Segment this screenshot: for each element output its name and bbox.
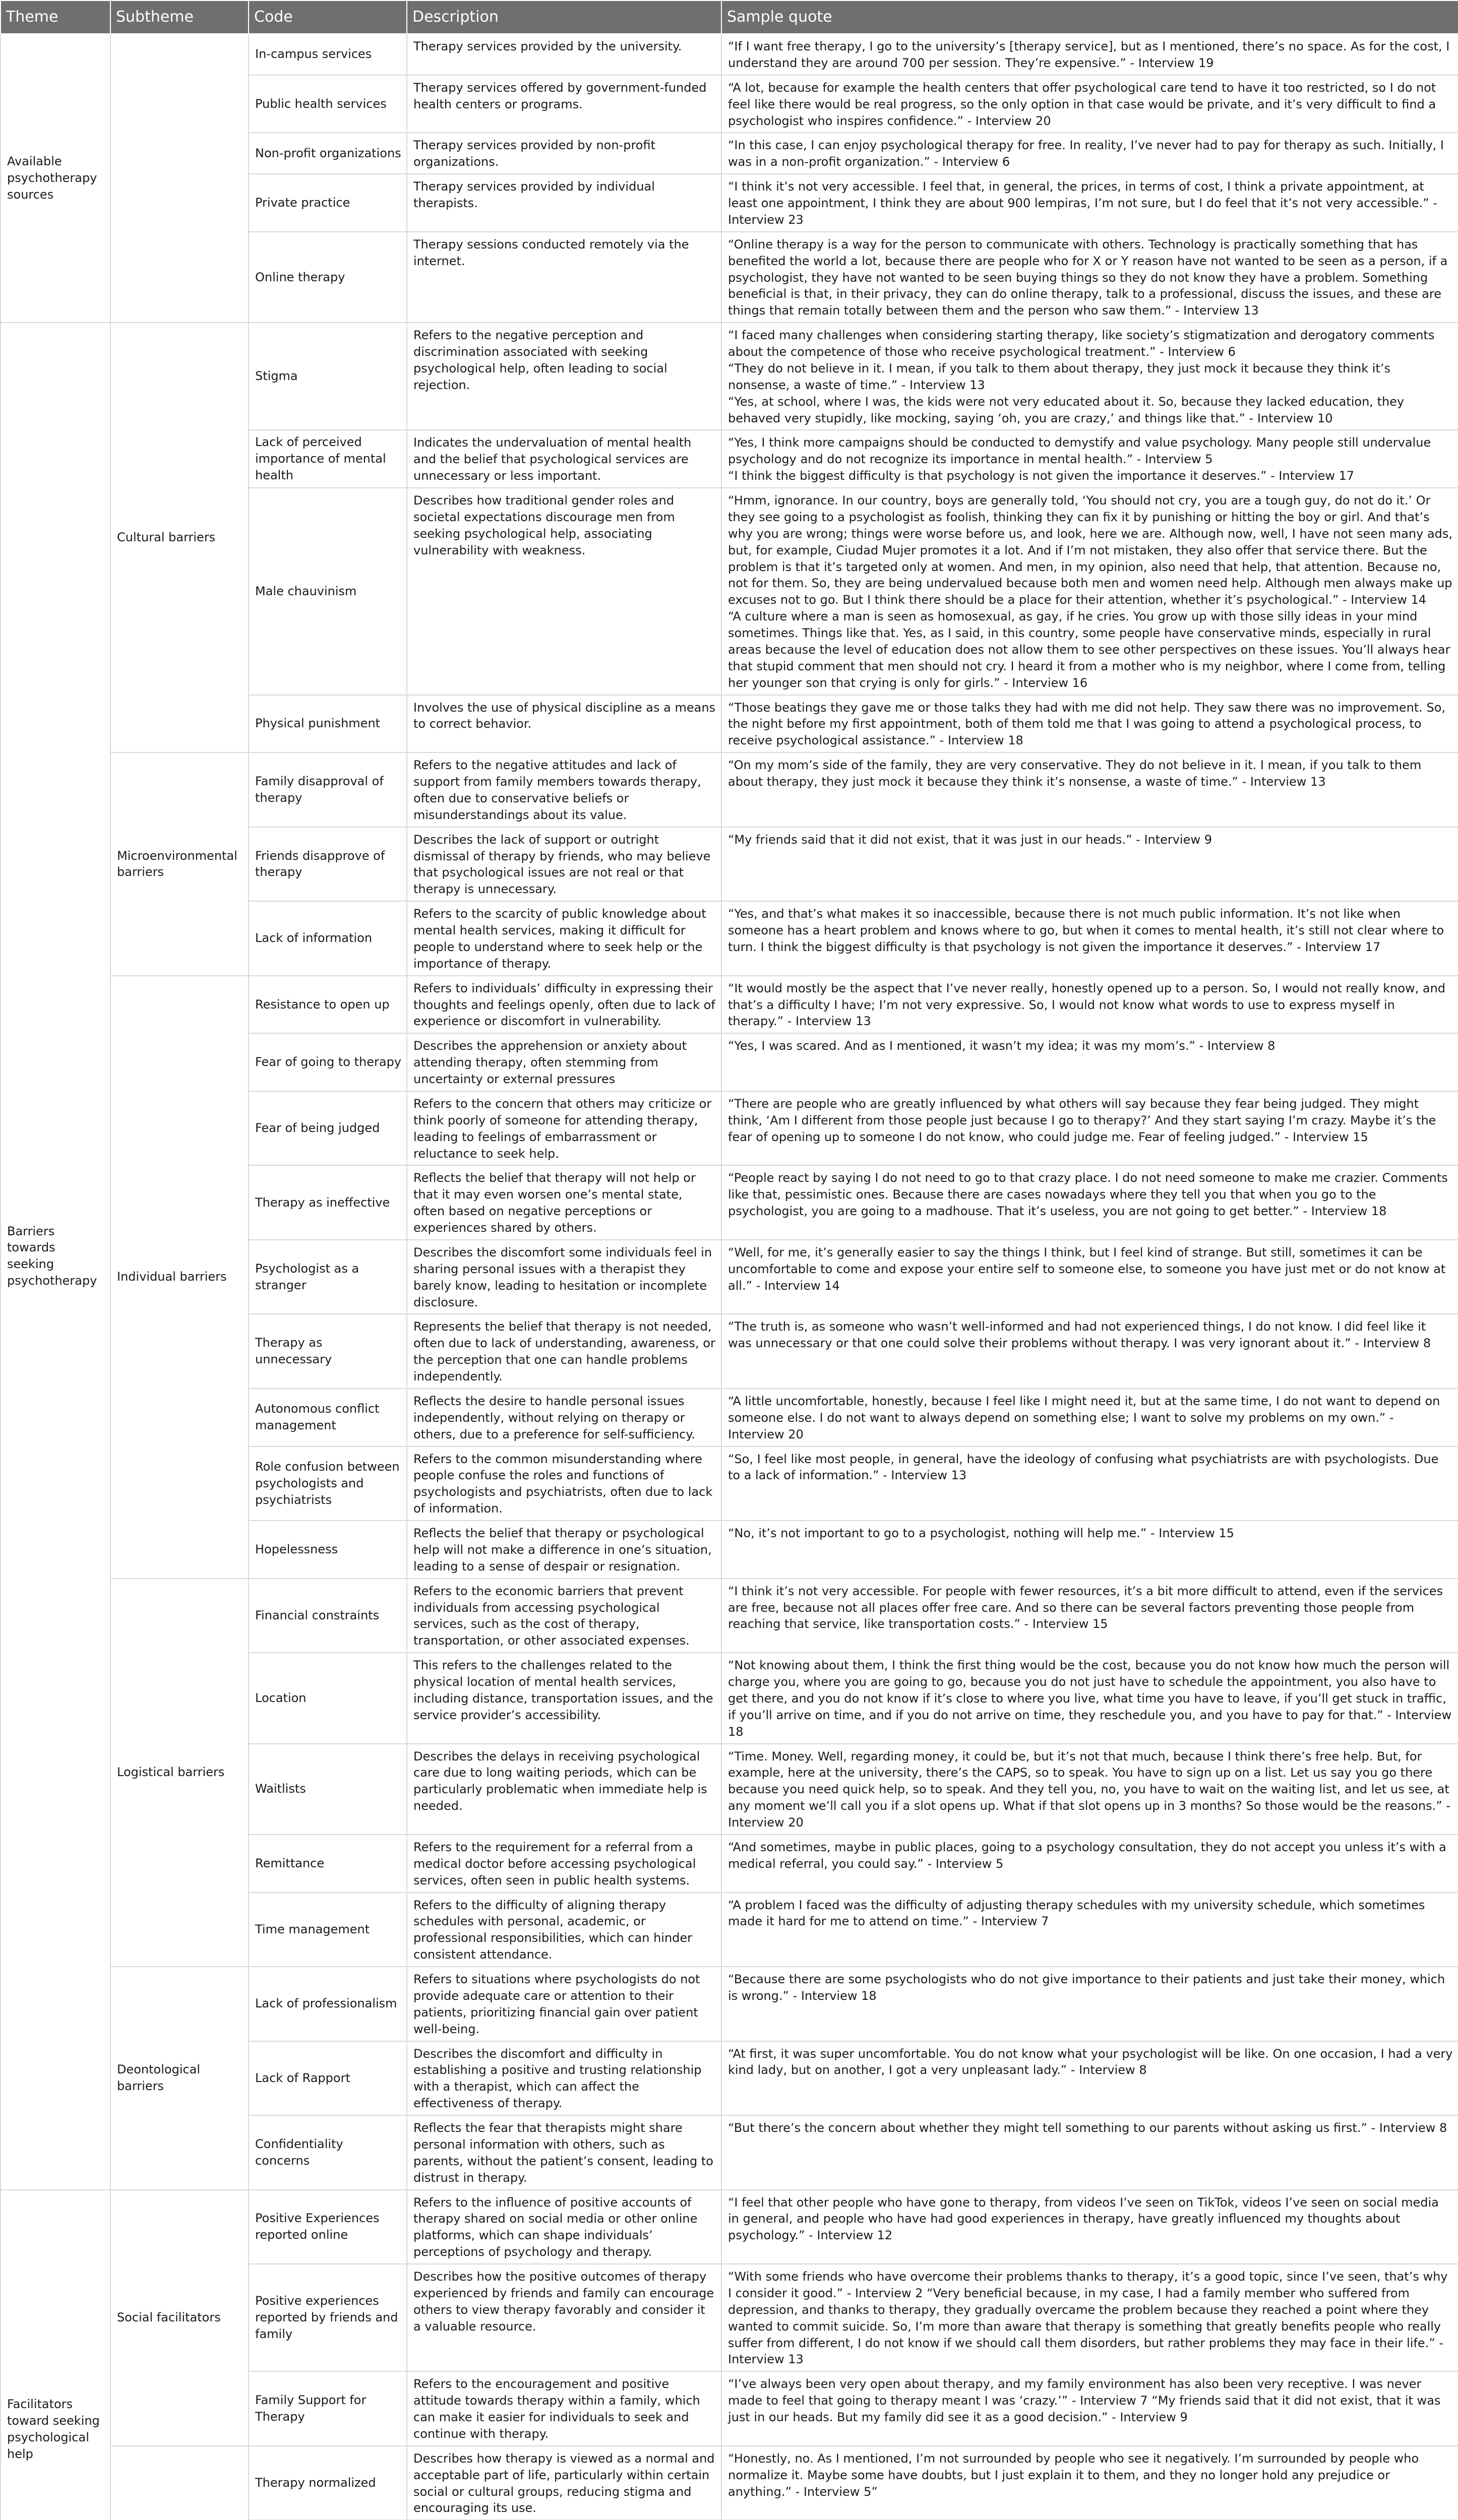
sample-quote-cell: [721, 1446, 1458, 1521]
sample-quote-cell: [721, 976, 1458, 1034]
description-cell: Describes the apprehension or anxiety about attending therapy, often stemming from uncertainty or external pressures: [407, 1033, 721, 1091]
table-row: [1, 323, 1458, 430]
sample-quote-cell: [721, 1389, 1458, 1446]
code-cell: Fear of going to therapy: [249, 1033, 407, 1091]
description-cell: Involves the use of physical discipline as a means to correct behavior.: [407, 695, 721, 753]
description-cell: Refers to the influence of positive accounts of therapy shared on social media or other online platforms, which can shape individuals’ perceptions of psychology and therapy.: [407, 2190, 721, 2264]
code-cell: Male chauvinism: [249, 488, 407, 695]
description-cell: Refers to the negative perception and discrimination associated with seeking psychological help, often leading to social rejection.: [407, 323, 721, 430]
quote-text: “On my mom’s side of the family, they are very conservative. They do not believe in it. I mean, if you talk to them about therapy, they just mock it because they think it’s nonsense, a waste of time.” - Interview 13: [728, 758, 1422, 789]
description-cell: Refers to the encouragement and positive attitude towards therapy within a family, which can make it easier for individuals to seek and continue with therapy.: [407, 2371, 721, 2446]
description-cell: Indicates the undervaluation of mental health and the belief that psychological services are unnecessary or less important.: [407, 430, 721, 488]
code-cell: Positive experiences reported by friends and family: [249, 2264, 407, 2371]
quote-text: “If I want free therapy, I go to the university’s [therapy service], but as I mentioned, there’s no space. As for the cost, I understand they are around 700 per session. They’re expensive.” - Interview 19: [728, 39, 1450, 70]
code-cell: Hopelessness: [249, 1521, 407, 1579]
header-code: Code: [249, 1, 407, 34]
sample-quote-cell: [721, 901, 1458, 976]
code-cell: Confidentiality concerns: [249, 2115, 407, 2190]
table-body: [1, 34, 1458, 2520]
quote-text: “So, I feel like most people, in general, have the ideology of confusing what psychiatrists are with psychologists. Due to a lack of information.” - Interview 13: [728, 1452, 1439, 1483]
description-cell: Reflects the belief that therapy will not help or that it may even worsen one’s mental state, often based on negative perceptions or experiences shared by others.: [407, 1165, 721, 1240]
sample-quote-cell: [721, 232, 1458, 323]
code-cell: Autonomous conflict management: [249, 1389, 407, 1446]
quote-text: “I think it’s not very accessible. For people with fewer resources, it’s a bit more difficult to attend, even if the services are free, because not all places offer free care. And so there can be several factors preventing those people from reaching that service, like transportation costs.” - Interview 15: [728, 1584, 1443, 1631]
table-row: [1, 34, 1458, 75]
description-cell: Refers to the requirement for a referral from a medical doctor before accessing psychological services, often seen in public health systems.: [407, 1835, 721, 1893]
sample-quote-cell: [721, 1165, 1458, 1240]
subtheme-cell: Logistical barriers: [110, 1579, 249, 1967]
description-cell: Therapy services provided by non-profit organizations.: [407, 133, 721, 174]
code-cell: Resistance to open up: [249, 976, 407, 1034]
quote-text: “A little uncomfortable, honestly, because I feel like I might need it, but at the same time, I do not want to depend on someone else. I do not want to always depend on something else; I want to solve my problems on my own.” - Interview 20: [728, 1394, 1440, 1441]
sample-quote-cell: [721, 174, 1458, 232]
sample-quote-cell: [721, 1579, 1458, 1653]
code-cell: Lack of professionalism: [249, 1967, 407, 2041]
code-cell: Therapy as ineffective: [249, 1165, 407, 1240]
description-cell: Describes the lack of support or outright dismissal of therapy by friends, who may believe that psychological issues are not real or that therapy is unnecessary.: [407, 827, 721, 902]
description-cell: This refers to the challenges related to the physical location of mental health services, including distance, transportation issues, and the service provider’s accessibility.: [407, 1653, 721, 1743]
sample-quote-cell: [721, 695, 1458, 753]
quote-text: “I feel that other people who have gone to therapy, from videos I’ve seen on TikTok, videos I’ve seen on social media in general, and people who have had good experiences in therapy, have greatly influenced my thoughts about psychology.” - Interview 12: [728, 2195, 1439, 2243]
quote-text: “My friends said that it did not exist, that it was just in our heads.” - Interview 9: [728, 832, 1212, 847]
quote-text: “A culture where a man is seen as homosexual, as gay, if he cries. You grow up with those silly ideas in your mind sometimes. Things like that. Yes, as I said, in this country, some people have conservative minds, especially in rural areas because the level of education does not allow them to see other perspectives on these issues. You’ll always hear that stupid comment that men should not cry. I heard it from a mother who is my neighbor, where I come from, telling her younger son that crying is only for girls.” - Interview 16: [728, 609, 1450, 690]
code-cell: Positive Experiences reported online: [249, 2190, 407, 2264]
code-cell: Lack of information: [249, 901, 407, 976]
quote-text: “A lot, because for example the health centers that offer psychological care tend to have it too restricted, so I do not feel like there would be real progress, so the only option in that case would be private, and it’s very difficult to find a psychologist who inspires confidence.” - Interview 20: [728, 80, 1436, 128]
sample-quote-cell: [721, 2446, 1458, 2520]
table-row: [1, 752, 1458, 827]
sample-quote-cell: [721, 488, 1458, 695]
quote-text: “They do not believe in it. I mean, if you talk to them about therapy, they just mock it because they think it’s nonsense, a waste of time.” - Interview 13: [728, 361, 1390, 392]
table-row: [1, 976, 1458, 1034]
quote-text: “In this case, I can enjoy psychological therapy for free. In reality, I’ve never had to pay for therapy as such. Initially, I was in a non-profit organization.” - Interview 6: [728, 138, 1444, 169]
sample-quote-cell: [721, 1033, 1458, 1091]
code-cell: Lack of Rapport: [249, 2041, 407, 2116]
quote-text: “At first, it was super uncomfortable. You do not know what your psychologist will be like. On one occasion, I had a very kind lady, but on another, I got a very unpleasant lady.” - Interview 8: [728, 2046, 1453, 2077]
quote-text: “There are people who are greatly influenced by what others will say because they fear being judged. They might think, ‘Am I different from those people just because I go to therapy?’ And they start saying I’m crazy. Maybe it’s the fear of opening up to someone I do not know, who could judge me. Fear of feeling judged.” - Interview 15: [728, 1096, 1436, 1144]
quote-text: “Not knowing about them, I think the first thing would be the cost, because you do not know how much the person will charge you, where you are going to go, because you do not just have to schedule the appointment, you also have to get there, and you do not know if it’s close to where you live, what time you have to leave, if you’ll get stuck in traffic, if you’ll arrive on time, and if you do not arrive on time, they reschedule you, and you have to pay for that.” - Interview 18: [728, 1658, 1452, 1739]
header-theme: Theme: [1, 1, 110, 34]
quote-text: “No, it’s not important to go to a psychologist, nothing will help me.” - Interview 15: [728, 1526, 1235, 1540]
table-row: [1, 1967, 1458, 2041]
sample-quote-cell: [721, 75, 1458, 133]
sample-quote-cell: [721, 1521, 1458, 1579]
sample-quote-cell: [721, 34, 1458, 75]
code-cell: Non-profit organizations: [249, 133, 407, 174]
description-cell: Refers to the scarcity of public knowledge about mental health services, making it difficult for people to understand where to seek help or the importance of therapy.: [407, 901, 721, 976]
sample-quote-cell: [721, 1653, 1458, 1743]
subtheme-cell: Microenvironmental barriers: [110, 752, 249, 976]
code-cell: Online therapy: [249, 232, 407, 323]
code-cell: Fear of being judged: [249, 1091, 407, 1166]
code-cell: Waitlists: [249, 1744, 407, 1835]
description-cell: Reflects the belief that therapy or psychological help will not make a difference in one’s situation, leading to a sense of despair or resignation.: [407, 1521, 721, 1579]
quote-text: “And sometimes, maybe in public places, going to a psychology consultation, they do not accept you unless it’s with a medical referral, you could say.” - Interview 5: [728, 1840, 1446, 1871]
quote-text: “Because there are some psychologists who do not give importance to their patients and just take their money, which is wrong.” - Interview 18: [728, 1972, 1445, 2003]
code-cell: Therapy as unnecessary: [249, 1314, 407, 1389]
code-cell: Therapy normalized: [249, 2446, 407, 2520]
sample-quote-cell: [721, 2190, 1458, 2264]
description-cell: Therapy sessions conducted remotely via the internet.: [407, 232, 721, 323]
code-cell: Psychologist as a stranger: [249, 1240, 407, 1314]
table-row: [1, 2190, 1458, 2264]
quote-text: “Well, for me, it’s generally easier to say the things I think, but I feel kind of strange. But still, sometimes it can be uncomfortable to come and expose your entire self to someone else, to someone you have just met or do not know at all.” - Interview 14: [728, 1245, 1446, 1293]
quote-text: “Time. Money. Well, regarding money, it could be, but it’s not that much, because I think there’s free help. But, for example, here at the university, there’s the CAPS, so to speak. You have to sign up on a list. Let us say you go there because you need quick help, so to speak. And they tell you, no, you have to wait on the waiting list, and let us see, at any moment we’ll call you if a slot opens up. What if that slot opens up in 3 months? So those would be the reasons.” - Interview 20: [728, 1749, 1450, 1830]
code-cell: Private practice: [249, 174, 407, 232]
sample-quote-cell: [721, 1314, 1458, 1389]
sample-quote-cell: [721, 2115, 1458, 2190]
header-description: Description: [407, 1, 721, 34]
code-cell: Financial constraints: [249, 1579, 407, 1653]
quote-text: “People react by saying I do not need to go to that crazy place. I do not need someone to make me crazier. Comments like that, pessimistic ones. Because there are cases nowadays where they tell you that when you go to the psychologist, you are going to a madhouse. That it’s useless, you are not going to get better.” - Interview 18: [728, 1171, 1448, 1219]
code-cell: Stigma: [249, 323, 407, 430]
quote-text: “I think the biggest difficulty is that psychology is not given the importance it deserves.” - Interview 17: [728, 469, 1355, 483]
description-cell: Reflects the fear that therapists might share personal information with others, such as parents, without the patient’s consent, leading to distrust in therapy.: [407, 2115, 721, 2190]
description-cell: Represents the belief that therapy is not needed, often due to lack of understanding, awareness, or the perception that one can handle problems independently.: [407, 1314, 721, 1389]
description-cell: Describes how therapy is viewed as a normal and acceptable part of life, particularly within certain social or cultural groups, reducing stigma and encouraging its use.: [407, 2446, 721, 2520]
quote-text: “But there’s the concern about whether they might tell something to our parents without asking us first.” - Interview 8: [728, 2121, 1447, 2135]
description-cell: Describes how the positive outcomes of therapy experienced by friends and family can encourage others to view therapy favorably and consider it a valuable resource.: [407, 2264, 721, 2371]
description-cell: Therapy services provided by the university.: [407, 34, 721, 75]
theme-cell: Facilitators toward seeking psychological help: [1, 2190, 110, 2520]
sample-quote-cell: [721, 1967, 1458, 2041]
subtheme-cell: Individual barriers: [110, 976, 249, 1579]
sample-quote-cell: [721, 1091, 1458, 1166]
quote-text: “Hmm, ignorance. In our country, boys are generally told, ‘You should not cry, you are a tough guy, do not do it.’ Or they see going to a psychologist as foolish, thinking they can fix it by punishing or hitting the boy or girl. And that’s why you are wrong; things were worse before us, and look, here we are. Although now, well, I have not seen many ads, but, for example, Ciudad Mujer promotes it a lot. And if I’m not mistaken, they also offer that service there. But the problem is that it’s targeted only at women. And men, in my opinion, also need that help, that attention. Because no, not for them. So, they are being undervalued because both men and women need help. Although men always make up excuses not to go. But I think there should be a place for their attention, whether it’s psychological.” - Interview 14: [728, 493, 1453, 607]
description-cell: Describes how traditional gender roles and societal expectations discourage men from seeking psychological help, associating vulnerability with weakness.: [407, 488, 721, 695]
code-cell: Friends disapprove of therapy: [249, 827, 407, 902]
quote-text: “I’ve always been very open about therapy, and my family environment has also been very receptive. I was never made to feel that going to therapy meant I was ‘crazy.’” - Interview 7 “My friends said that it did not exist, that it was just in our heads. But my family did see it as a good decision.” - Interview 9: [728, 2377, 1441, 2424]
sample-quote-cell: [721, 2264, 1458, 2371]
header-row: [1, 1, 1458, 34]
sample-quote-cell: [721, 430, 1458, 488]
quote-text: “A problem I faced was the difficulty of adjusting therapy schedules with my university schedule, which sometimes made it hard for me to attend on time.” - Interview 7: [728, 1898, 1425, 1929]
quote-text: “Honestly, no. As I mentioned, I’m not surrounded by people who see it negatively. I’m surrounded by people who normalize it. Maybe some have doubts, but I just explain it to them, and they no longer hold any prejudice or anything.” - Interview 5”: [728, 2451, 1419, 2499]
quote-text: “With some friends who have overcome their problems thanks to therapy, it’s a good topic, since I’ve seen, that’s why I consider it good.” - Interview 2 “Very beneficial because, in my case, I had a family member who suffered from depression, and thanks to therapy, they gradually overcame the problem because they reached a point where they wanted to commit suicide. So, I’m more than aware that therapy is something that greatly benefits people who really suffer from different, I do not know if we should call them disorders, but rather problems they may face in their life.” - Interview 13: [728, 2270, 1448, 2367]
quote-text: “It would mostly be the aspect that I’ve never really, honestly opened up to a person. So, I would not really know, and that’s a difficulty I have; I’m not very expressive. So, I would not know what words to use to express myself in therapy.” - Interview 13: [728, 981, 1446, 1029]
theme-cell: Available psychotherapy sources: [1, 34, 110, 323]
header-subtheme: Subtheme: [110, 1, 249, 34]
subtheme-cell: Cultural barriers: [110, 323, 249, 752]
quote-text: “I think it’s not very accessible. I feel that, in general, the prices, in terms of cost, I think a private appointment, at least one appointment, I think they are about 900 lempiras, I’m not sure, but I do feel that it’s not very accessible.” - Interview 23: [728, 179, 1438, 227]
code-cell: In-campus services: [249, 34, 407, 75]
quote-text: “I faced many challenges when considering starting therapy, like society’s stigmatization and derogatory comments about the competence of those who receive psychological treatment.” - Interview 6: [728, 328, 1435, 359]
sample-quote-cell: [721, 1893, 1458, 1967]
subtheme-cell: Social facilitators: [110, 2190, 249, 2446]
description-cell: Refers to the negative attitudes and lack of support from family members towards therapy, often due to conservative beliefs or misunderstandings about its value.: [407, 752, 721, 827]
description-cell: Refers to the concern that others may criticize or think poorly of someone for attending therapy, leading to feelings of embarrassment or reluctance to seek help.: [407, 1091, 721, 1166]
description-cell: Describes the discomfort and difficulty in establishing a positive and trusting relationship with a therapist, which can affect the effectiveness of therapy.: [407, 2041, 721, 2116]
table-row: [1, 1579, 1458, 1653]
description-cell: Refers to situations where psychologists do not provide adequate care or attention to their patients, prioritizing financial gain over patient well-being.: [407, 1967, 721, 2041]
description-cell: Describes the discomfort some individuals feel in sharing personal issues with a therapist they barely know, leading to hesitation or incomplete disclosure.: [407, 1240, 721, 1314]
description-cell: Refers to the common misunderstanding where people confuse the roles and functions of psychologists and psychiatrists, often due to lack of information.: [407, 1446, 721, 1521]
sample-quote-cell: [721, 1835, 1458, 1893]
code-cell: Family disapproval of therapy: [249, 752, 407, 827]
quote-text: “The truth is, as someone who wasn’t well-informed and had not experienced things, I do not know. I did feel like it was unnecessary or that one could solve their problems without therapy. I was very ignorant about it.” - Interview 8: [728, 1319, 1431, 1351]
subtheme-cell: [110, 34, 249, 323]
sample-quote-cell: [721, 1744, 1458, 1835]
code-cell: Physical punishment: [249, 695, 407, 753]
description-cell: Refers to individuals’ difficulty in expressing their thoughts and feelings openly, often due to lack of experience or discomfort in vulnerability.: [407, 976, 721, 1034]
sample-quote-cell: [721, 323, 1458, 430]
sample-quote-cell: [721, 752, 1458, 827]
description-cell: Therapy services provided by individual therapists.: [407, 174, 721, 232]
sample-quote-cell: [721, 133, 1458, 174]
code-cell: Time management: [249, 1893, 407, 1967]
subtheme-cell: Deontological barriers: [110, 1967, 249, 2190]
description-cell: Refers to the economic barriers that prevent individuals from accessing psychological services, such as the cost of therapy, transportation, or other associated expenses.: [407, 1579, 721, 1653]
description-cell: Therapy services offered by government-funded health centers or programs.: [407, 75, 721, 133]
quote-text: “Yes, I was scared. And as I mentioned, it wasn’t my idea; it was my mom’s.” - Interview 8: [728, 1039, 1275, 1053]
quote-text: “Those beatings they gave me or those talks they had with me did not help. They saw there was no improvement. So, the night before my first appointment, both of them told me that I was going to attend a psychological process, to receive psychological assistance.” - Interview 18: [728, 700, 1446, 748]
quote-text: “Online therapy is a way for the person to communicate with others. Technology is practically something that has benefited the world a lot, because there are people who for X or Y reason have not wanted to be seen as a person, if a psychologist, they have not wanted to be seen buying things so they do not know they have a problem. Something beneficial is that, in their privacy, they can do online therapy, talk to a professional, discuss the issues, and these are things that remain totally between them and the person who saw them.” - Interview 13: [728, 237, 1448, 318]
description-cell: Reflects the desire to handle personal issues independently, without relying on therapy or others, due to a preference for self-sufficiency.: [407, 1389, 721, 1446]
description-cell: Describes the delays in receiving psychological care due to long waiting periods, which can be particularly problematic when immediate help is needed.: [407, 1744, 721, 1835]
description-cell: Refers to the difficulty of aligning therapy schedules with personal, academic, or professional responsibilities, which can hinder consistent attendance.: [407, 1893, 721, 1967]
quote-text: “Yes, I think more campaigns should be conducted to demystify and value psychology. Many people still undervalue psychology and do not recognize its importance in mental health.” - Interview 5: [728, 435, 1431, 467]
sample-quote-cell: [721, 827, 1458, 902]
code-cell: Location: [249, 1653, 407, 1743]
code-cell: Family Support for Therapy: [249, 2371, 407, 2446]
subtheme-cell: [110, 2446, 249, 2520]
sample-quote-cell: [721, 1240, 1458, 1314]
table-row: [1, 2446, 1458, 2520]
theme-cell: Barriers towards seeking psychotherapy: [1, 323, 110, 2189]
code-cell: Public health services: [249, 75, 407, 133]
code-cell: Lack of perceived importance of mental health: [249, 430, 407, 488]
sample-quote-cell: [721, 2041, 1458, 2116]
header-sample-quote: Sample quote: [721, 1, 1458, 34]
code-cell: Remittance: [249, 1835, 407, 1893]
code-cell: Role confusion between psychologists and psychiatrists: [249, 1446, 407, 1521]
sample-quote-cell: [721, 2371, 1458, 2446]
quote-text: “Yes, and that’s what makes it so inaccessible, because there is not much public information. It’s not like when someone has a heart problem and knows where to go, but when it comes to mental health, it’s still not clear where to turn. I think the biggest difficulty is that psychology is not given the importance it deserves.” - Interview 17: [728, 907, 1444, 954]
quote-text: “Yes, at school, where I was, the kids were not very educated about it. So, because they lacked education, they behaved very stupidly, like mocking, saying ‘oh, you are crazy,’ and things like that.” - Interview 10: [728, 394, 1405, 425]
